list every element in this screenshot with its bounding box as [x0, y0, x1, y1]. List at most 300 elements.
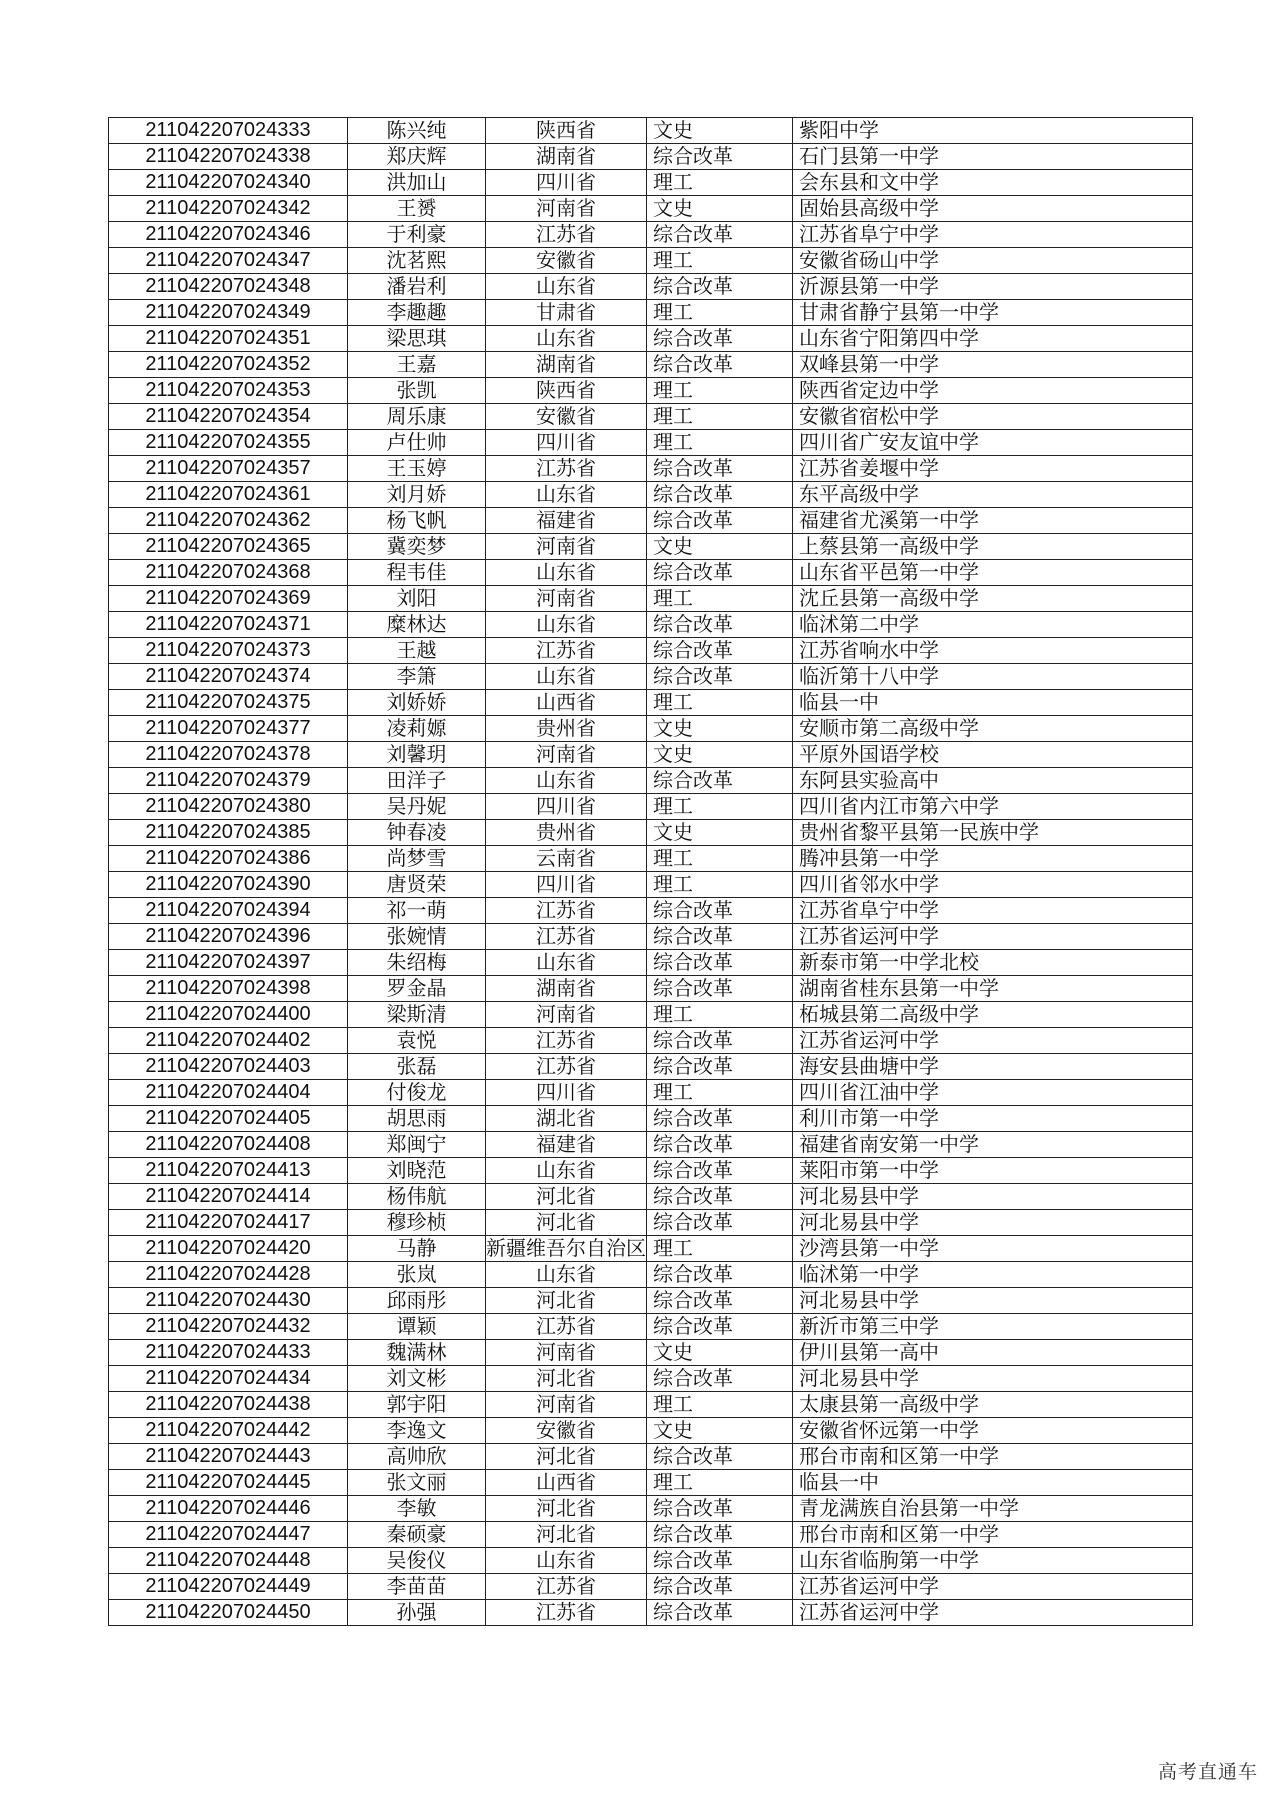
table-row: [109, 560, 1193, 586]
table-row: [109, 508, 1193, 534]
student-name-cell: 李箫: [348, 664, 486, 690]
table-row: [109, 378, 1193, 404]
school-cell: 安顺市第二高级中学: [793, 716, 1193, 742]
subject-type-cell: 综合改革: [647, 1522, 793, 1548]
exam-number-cell: 211042207024433: [109, 1340, 348, 1366]
school-cell: 四川省广安友谊中学: [793, 430, 1193, 456]
province-cell: 河南省: [486, 1392, 647, 1418]
province-cell: 湖北省: [486, 1106, 647, 1132]
subject-type-cell: 综合改革: [647, 222, 793, 248]
province-cell: 江苏省: [486, 1574, 647, 1600]
student-name-cell: 钟春凌: [348, 820, 486, 846]
school-cell: 石门县第一中学: [793, 144, 1193, 170]
subject-type-cell: 综合改革: [647, 1288, 793, 1314]
province-cell: 安徽省: [486, 1418, 647, 1444]
table-row: [109, 352, 1193, 378]
exam-number-cell: 211042207024346: [109, 222, 348, 248]
school-cell: 临沭第二中学: [793, 612, 1193, 638]
subject-type-cell: 理工: [647, 378, 793, 404]
student-name-cell: 王玉婷: [348, 456, 486, 482]
exam-number-cell: 211042207024340: [109, 170, 348, 196]
watermark: 高考直通车: [1157, 1761, 1258, 1783]
table-row: [109, 1106, 1193, 1132]
province-cell: 江苏省: [486, 456, 647, 482]
subject-type-cell: 综合改革: [647, 1106, 793, 1132]
table-row: [109, 1340, 1193, 1366]
table-row: [109, 196, 1193, 222]
table-row: [109, 144, 1193, 170]
table-row: [109, 1236, 1193, 1262]
subject-type-cell: 文史: [647, 534, 793, 560]
student-name-cell: 付俊龙: [348, 1080, 486, 1106]
student-name-cell: 潘岩利: [348, 274, 486, 300]
exam-number-cell: 211042207024404: [109, 1080, 348, 1106]
school-cell: 新泰市第一中学北校: [793, 950, 1193, 976]
exam-number-cell: 211042207024386: [109, 846, 348, 872]
province-cell: 河南省: [486, 196, 647, 222]
student-name-cell: 程韦佳: [348, 560, 486, 586]
province-cell: 河南省: [486, 586, 647, 612]
exam-number-cell: 211042207024443: [109, 1444, 348, 1470]
table-row: [109, 820, 1193, 846]
student-name-cell: 罗金晶: [348, 976, 486, 1002]
province-cell: 江苏省: [486, 1600, 647, 1626]
subject-type-cell: 文史: [647, 118, 793, 144]
student-name-cell: 卢仕帅: [348, 430, 486, 456]
student-name-cell: 李趣趣: [348, 300, 486, 326]
subject-type-cell: 理工: [647, 1002, 793, 1028]
table-row: [109, 898, 1193, 924]
exam-number-cell: 211042207024351: [109, 326, 348, 352]
student-name-cell: 谭颖: [348, 1314, 486, 1340]
exam-number-cell: 211042207024430: [109, 1288, 348, 1314]
school-cell: 太康县第一高级中学: [793, 1392, 1193, 1418]
table-row: [109, 482, 1193, 508]
province-cell: 江苏省: [486, 924, 647, 950]
table-row: [109, 1210, 1193, 1236]
province-cell: 四川省: [486, 1080, 647, 1106]
subject-type-cell: 综合改革: [647, 924, 793, 950]
province-cell: 贵州省: [486, 820, 647, 846]
exam-number-cell: 211042207024400: [109, 1002, 348, 1028]
school-cell: 平原外国语学校: [793, 742, 1193, 768]
subject-type-cell: 理工: [647, 170, 793, 196]
province-cell: 江苏省: [486, 898, 647, 924]
table-body: [109, 118, 1193, 1626]
exam-number-cell: 211042207024417: [109, 1210, 348, 1236]
school-cell: 邢台市南和区第一中学: [793, 1444, 1193, 1470]
school-cell: 安徽省怀远第一中学: [793, 1418, 1193, 1444]
student-name-cell: 王越: [348, 638, 486, 664]
subject-type-cell: 理工: [647, 1392, 793, 1418]
subject-type-cell: 理工: [647, 794, 793, 820]
school-cell: 山东省平邑第一中学: [793, 560, 1193, 586]
exam-number-cell: 211042207024394: [109, 898, 348, 924]
subject-type-cell: 综合改革: [647, 326, 793, 352]
school-cell: 安徽省砀山中学: [793, 248, 1193, 274]
student-name-cell: 吴丹妮: [348, 794, 486, 820]
subject-type-cell: 综合改革: [647, 1574, 793, 1600]
subject-type-cell: 理工: [647, 872, 793, 898]
school-cell: 莱阳市第一中学: [793, 1158, 1193, 1184]
table-row: [109, 1392, 1193, 1418]
exam-number-cell: 211042207024373: [109, 638, 348, 664]
student-name-cell: 穆珍桢: [348, 1210, 486, 1236]
table-row: [109, 794, 1193, 820]
exam-number-cell: 211042207024355: [109, 430, 348, 456]
province-cell: 安徽省: [486, 248, 647, 274]
exam-number-cell: 211042207024357: [109, 456, 348, 482]
student-name-cell: 刘馨玥: [348, 742, 486, 768]
province-cell: 山西省: [486, 690, 647, 716]
table-row: [109, 430, 1193, 456]
exam-number-cell: 211042207024377: [109, 716, 348, 742]
subject-type-cell: 综合改革: [647, 1444, 793, 1470]
school-cell: 固始县高级中学: [793, 196, 1193, 222]
student-name-cell: 李苗苗: [348, 1574, 486, 1600]
province-cell: 安徽省: [486, 404, 647, 430]
province-cell: 河南省: [486, 1002, 647, 1028]
school-cell: 海安县曲塘中学: [793, 1054, 1193, 1080]
table-row: [109, 638, 1193, 664]
student-name-cell: 刘阳: [348, 586, 486, 612]
table-row: [109, 872, 1193, 898]
table-row: [109, 326, 1193, 352]
exam-number-cell: 211042207024402: [109, 1028, 348, 1054]
student-name-cell: 王嘉: [348, 352, 486, 378]
province-cell: 山东省: [486, 664, 647, 690]
subject-type-cell: 综合改革: [647, 1158, 793, 1184]
table-row: [109, 1288, 1193, 1314]
subject-type-cell: 综合改革: [647, 1028, 793, 1054]
table-row: [109, 1444, 1193, 1470]
school-cell: 腾冲县第一中学: [793, 846, 1193, 872]
province-cell: 山东省: [486, 612, 647, 638]
exam-number-cell: 211042207024365: [109, 534, 348, 560]
table-row: [109, 222, 1193, 248]
table-row: [109, 1184, 1193, 1210]
subject-type-cell: 理工: [647, 1470, 793, 1496]
school-cell: 江苏省运河中学: [793, 1574, 1193, 1600]
school-cell: 山东省临朐第一中学: [793, 1548, 1193, 1574]
province-cell: 山东省: [486, 1548, 647, 1574]
exam-number-cell: 211042207024428: [109, 1262, 348, 1288]
exam-number-cell: 211042207024342: [109, 196, 348, 222]
school-cell: 柘城县第二高级中学: [793, 1002, 1193, 1028]
subject-type-cell: 综合改革: [647, 1314, 793, 1340]
exam-number-cell: 211042207024338: [109, 144, 348, 170]
exam-number-cell: 211042207024405: [109, 1106, 348, 1132]
school-cell: 利川市第一中学: [793, 1106, 1193, 1132]
student-name-cell: 凌莉嫄: [348, 716, 486, 742]
exam-number-cell: 211042207024375: [109, 690, 348, 716]
school-cell: 河北易县中学: [793, 1210, 1193, 1236]
subject-type-cell: 综合改革: [647, 1496, 793, 1522]
exam-number-cell: 211042207024420: [109, 1236, 348, 1262]
province-cell: 江苏省: [486, 1314, 647, 1340]
table-row: [109, 716, 1193, 742]
school-cell: 四川省邻水中学: [793, 872, 1193, 898]
table-row: [109, 690, 1193, 716]
exam-number-cell: 211042207024432: [109, 1314, 348, 1340]
province-cell: 河南省: [486, 742, 647, 768]
exam-number-cell: 211042207024447: [109, 1522, 348, 1548]
student-name-cell: 袁悦: [348, 1028, 486, 1054]
table-row: [109, 1470, 1193, 1496]
subject-type-cell: 理工: [647, 1236, 793, 1262]
table-row: [109, 1522, 1193, 1548]
subject-type-cell: 综合改革: [647, 508, 793, 534]
subject-type-cell: 文史: [647, 1418, 793, 1444]
school-cell: 临沭第一中学: [793, 1262, 1193, 1288]
exam-number-cell: 211042207024354: [109, 404, 348, 430]
province-cell: 河北省: [486, 1288, 647, 1314]
student-name-cell: 张婉情: [348, 924, 486, 950]
subject-type-cell: 综合改革: [647, 1210, 793, 1236]
subject-type-cell: 综合改革: [647, 352, 793, 378]
exam-number-cell: 211042207024414: [109, 1184, 348, 1210]
subject-type-cell: 文史: [647, 196, 793, 222]
student-name-cell: 马静: [348, 1236, 486, 1262]
exam-number-cell: 211042207024413: [109, 1158, 348, 1184]
student-name-cell: 杨伟航: [348, 1184, 486, 1210]
province-cell: 湖南省: [486, 144, 647, 170]
province-cell: 云南省: [486, 846, 647, 872]
province-cell: 新疆维吾尔自治区: [486, 1236, 646, 1260]
table-row: [109, 1600, 1193, 1626]
exam-number-cell: 211042207024349: [109, 300, 348, 326]
exam-number-cell: 211042207024434: [109, 1366, 348, 1392]
table-row: [109, 456, 1193, 482]
subject-type-cell: 综合改革: [647, 144, 793, 170]
province-cell: 甘肃省: [486, 300, 647, 326]
province-cell: 河北省: [486, 1444, 647, 1470]
student-name-cell: 刘月娇: [348, 482, 486, 508]
student-name-cell: 张凯: [348, 378, 486, 404]
student-name-cell: 李敏: [348, 1496, 486, 1522]
school-cell: 江苏省运河中学: [793, 1600, 1193, 1626]
school-cell: 江苏省运河中学: [793, 924, 1193, 950]
subject-type-cell: 综合改革: [647, 1054, 793, 1080]
table-row: [109, 976, 1193, 1002]
subject-type-cell: 综合改革: [647, 898, 793, 924]
table-row: [109, 404, 1193, 430]
school-cell: 福建省南安第一中学: [793, 1132, 1193, 1158]
province-cell: 湖南省: [486, 352, 647, 378]
student-name-cell: 刘晓范: [348, 1158, 486, 1184]
school-cell: 江苏省响水中学: [793, 638, 1193, 664]
table-row: [109, 1080, 1193, 1106]
table-row: [109, 1054, 1193, 1080]
subject-type-cell: 文史: [647, 1340, 793, 1366]
province-cell: 江苏省: [486, 1054, 647, 1080]
student-name-cell: 郭宇阳: [348, 1392, 486, 1418]
student-name-cell: 刘文彬: [348, 1366, 486, 1392]
school-cell: 会东县和文中学: [793, 170, 1193, 196]
school-cell: 临县一中: [793, 690, 1193, 716]
exam-number-cell: 211042207024446: [109, 1496, 348, 1522]
student-name-cell: 于利豪: [348, 222, 486, 248]
student-name-cell: 魏满林: [348, 1340, 486, 1366]
province-cell: 福建省: [486, 1132, 647, 1158]
student-name-cell: 杨飞帆: [348, 508, 486, 534]
exam-number-cell: 211042207024442: [109, 1418, 348, 1444]
student-name-cell: 唐贤荣: [348, 872, 486, 898]
province-cell: 河北省: [486, 1496, 647, 1522]
school-cell: 江苏省姜堰中学: [793, 456, 1193, 482]
table-row: [109, 1158, 1193, 1184]
table-row: [109, 1314, 1193, 1340]
school-cell: 新沂市第三中学: [793, 1314, 1193, 1340]
school-cell: 东平高级中学: [793, 482, 1193, 508]
exam-number-cell: 211042207024369: [109, 586, 348, 612]
province-cell: 河北省: [486, 1366, 647, 1392]
exam-number-cell: 211042207024450: [109, 1600, 348, 1626]
school-cell: 陕西省定边中学: [793, 378, 1193, 404]
student-name-cell: 张磊: [348, 1054, 486, 1080]
exam-number-cell: 211042207024371: [109, 612, 348, 638]
student-name-cell: 吴俊仪: [348, 1548, 486, 1574]
school-cell: 河北易县中学: [793, 1288, 1193, 1314]
province-cell: 江苏省: [486, 222, 647, 248]
exam-number-cell: 211042207024396: [109, 924, 348, 950]
subject-type-cell: 综合改革: [647, 664, 793, 690]
subject-type-cell: 综合改革: [647, 768, 793, 794]
student-name-cell: 张文丽: [348, 1470, 486, 1496]
school-cell: 四川省内江市第六中学: [793, 794, 1193, 820]
province-cell: 湖南省: [486, 976, 647, 1002]
subject-type-cell: 综合改革: [647, 456, 793, 482]
school-cell: 伊川县第一高中: [793, 1340, 1193, 1366]
subject-type-cell: 综合改革: [647, 1132, 793, 1158]
table-row: [109, 664, 1193, 690]
table-row: [109, 300, 1193, 326]
table-row: [109, 768, 1193, 794]
table-row: [109, 248, 1193, 274]
subject-type-cell: 文史: [647, 820, 793, 846]
exam-number-cell: 211042207024398: [109, 976, 348, 1002]
student-name-cell: 陈兴纯: [348, 118, 486, 144]
subject-type-cell: 理工: [647, 690, 793, 716]
exam-number-cell: 211042207024352: [109, 352, 348, 378]
school-cell: 青龙满族自治县第一中学: [793, 1496, 1193, 1522]
table-row: [109, 612, 1193, 638]
province-cell: 陕西省: [486, 118, 647, 144]
subject-type-cell: 综合改革: [647, 1184, 793, 1210]
table-row: [109, 924, 1193, 950]
table-row: [109, 1132, 1193, 1158]
student-name-cell: 梁斯清: [348, 1002, 486, 1028]
table-row: [109, 118, 1193, 144]
exam-number-cell: 211042207024397: [109, 950, 348, 976]
province-cell: 山东省: [486, 482, 647, 508]
exam-number-cell: 211042207024445: [109, 1470, 348, 1496]
province-cell: 山东省: [486, 560, 647, 586]
subject-type-cell: 综合改革: [647, 976, 793, 1002]
province-cell: 四川省: [486, 430, 647, 456]
admission-table: [108, 117, 1193, 1626]
province-cell: 河北省: [486, 1522, 647, 1548]
exam-number-cell: 211042207024333: [109, 118, 348, 144]
student-name-cell: 周乐康: [348, 404, 486, 430]
subject-type-cell: 文史: [647, 716, 793, 742]
province-cell: 山东省: [486, 1262, 647, 1288]
student-name-cell: 糜林达: [348, 612, 486, 638]
school-cell: 临县一中: [793, 1470, 1193, 1496]
school-cell: 邢台市南和区第一中学: [793, 1522, 1193, 1548]
province-cell: 四川省: [486, 170, 647, 196]
school-cell: 安徽省宿松中学: [793, 404, 1193, 430]
subject-type-cell: 综合改革: [647, 1548, 793, 1574]
school-cell: 沂源县第一中学: [793, 274, 1193, 300]
student-name-cell: 王赟: [348, 196, 486, 222]
table-row: [109, 170, 1193, 196]
exam-number-cell: 211042207024408: [109, 1132, 348, 1158]
school-cell: 东阿县实验高中: [793, 768, 1193, 794]
subject-type-cell: 理工: [647, 300, 793, 326]
school-cell: 江苏省阜宁中学: [793, 222, 1193, 248]
province-cell: 四川省: [486, 794, 647, 820]
exam-number-cell: 211042207024374: [109, 664, 348, 690]
student-name-cell: 胡思雨: [348, 1106, 486, 1132]
student-name-cell: 秦硕豪: [348, 1522, 486, 1548]
school-cell: 湖南省桂东县第一中学: [793, 976, 1193, 1002]
exam-number-cell: 211042207024348: [109, 274, 348, 300]
province-cell: 山东省: [486, 1158, 647, 1184]
subject-type-cell: 文史: [647, 742, 793, 768]
student-name-cell: 李逸文: [348, 1418, 486, 1444]
province-cell: 河南省: [486, 1340, 647, 1366]
subject-type-cell: 综合改革: [647, 482, 793, 508]
exam-number-cell: 211042207024438: [109, 1392, 348, 1418]
exam-number-cell: 211042207024403: [109, 1054, 348, 1080]
student-name-cell: 孙强: [348, 1600, 486, 1626]
school-cell: 临沂第十八中学: [793, 664, 1193, 690]
exam-number-cell: 211042207024380: [109, 794, 348, 820]
exam-number-cell: 211042207024347: [109, 248, 348, 274]
province-cell: 山东省: [486, 274, 647, 300]
exam-number-cell: 211042207024353: [109, 378, 348, 404]
subject-type-cell: 综合改革: [647, 1366, 793, 1392]
province-cell: 四川省: [486, 872, 647, 898]
province-cell: 山东省: [486, 326, 647, 352]
school-cell: 河北易县中学: [793, 1184, 1193, 1210]
school-cell: 河北易县中学: [793, 1366, 1193, 1392]
province-cell: 江苏省: [486, 1028, 647, 1054]
province-cell: 河南省: [486, 534, 647, 560]
student-name-cell: 张岚: [348, 1262, 486, 1288]
school-cell: 双峰县第一中学: [793, 352, 1193, 378]
student-name-cell: 洪加山: [348, 170, 486, 196]
province-cell: 山西省: [486, 1470, 647, 1496]
table-row: [109, 1548, 1193, 1574]
subject-type-cell: 综合改革: [647, 560, 793, 586]
exam-number-cell: 211042207024361: [109, 482, 348, 508]
subject-type-cell: 理工: [647, 586, 793, 612]
student-name-cell: 冀奕梦: [348, 534, 486, 560]
student-name-cell: 梁思琪: [348, 326, 486, 352]
table-row: [109, 274, 1193, 300]
student-name-cell: 祁一萌: [348, 898, 486, 924]
exam-number-cell: 211042207024448: [109, 1548, 348, 1574]
subject-type-cell: 综合改革: [647, 950, 793, 976]
exam-number-cell: 211042207024379: [109, 768, 348, 794]
table-row: [109, 1496, 1193, 1522]
student-name-cell: 郑闽宁: [348, 1132, 486, 1158]
exam-number-cell: 211042207024368: [109, 560, 348, 586]
subject-type-cell: 综合改革: [647, 1600, 793, 1626]
province-cell: 山东省: [486, 768, 647, 794]
